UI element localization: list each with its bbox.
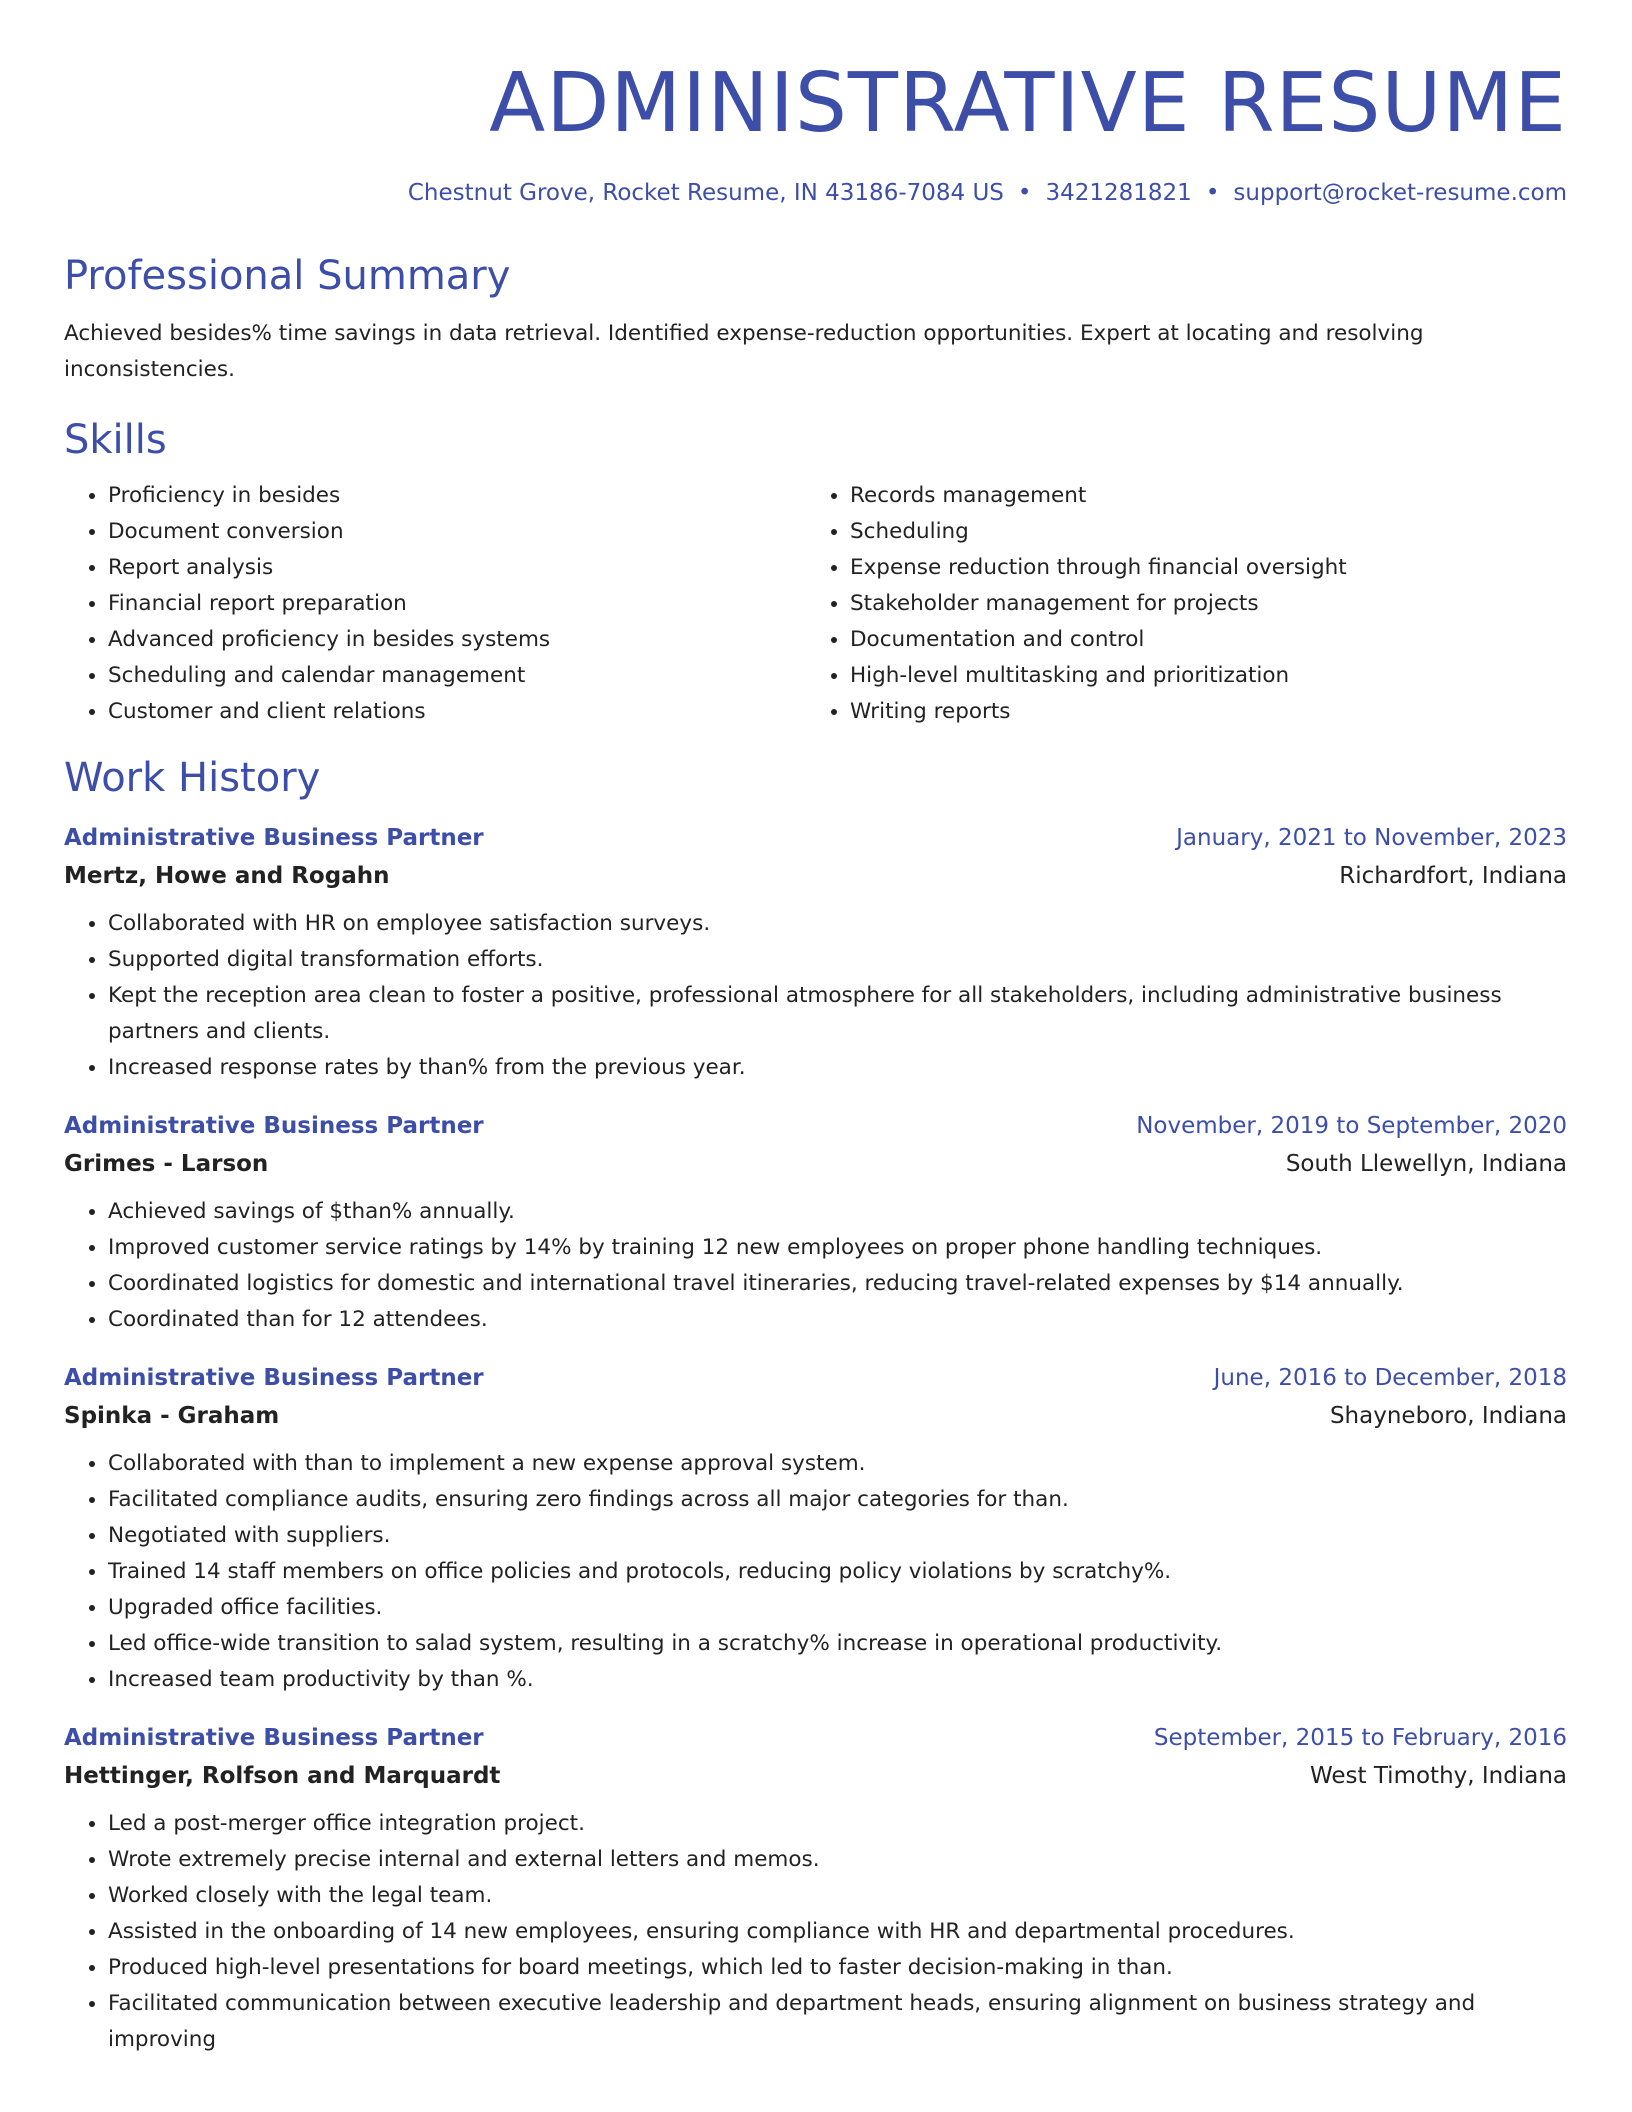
job-dates: June, 2016 to December, 2018: [1213, 1365, 1567, 1391]
job-bullet: • Assisted in the onboarding of 14 new employees, ensuring compliance with HR and departmental procedures.: [108, 1914, 1567, 1950]
job-bullet: • Increased response rates by than% from the previous year.: [108, 1050, 1567, 1086]
job-header-row: [64, 820, 1567, 856]
job-company-row: [64, 1144, 1567, 1184]
job-dates: September, 2015 to February, 2016: [1153, 1725, 1567, 1751]
job-company: Spinka - Graham: [64, 1403, 280, 1429]
job-bullet: • Supported digital transformation efforts.: [108, 942, 1567, 978]
job-bullet: • Upgraded office facilities.: [108, 1590, 1567, 1626]
skill-item: • Advanced proficiency in besides systems: [108, 622, 806, 658]
job-company-row: [64, 1396, 1567, 1436]
job-bullets: [64, 1446, 1567, 1698]
job-bullet: • Facilitated communication between executive leadership and department heads, ensuring alignment on business strategy and improving: [108, 1986, 1567, 2058]
job-location: South Llewellyn, Indiana: [1285, 1151, 1567, 1177]
skill-item: • Document conversion: [108, 514, 806, 550]
job-dates: January, 2021 to November, 2023: [1176, 825, 1567, 851]
job-company: Grimes - Larson: [64, 1151, 269, 1177]
job-bullet: • Wrote extremely precise internal and external letters and memos.: [108, 1842, 1567, 1878]
job-title: Administrative Business Partner: [64, 825, 484, 851]
job-title: Administrative Business Partner: [64, 1725, 484, 1751]
job-bullet: • Collaborated with HR on employee satisfaction surveys.: [108, 906, 1567, 942]
skill-item: • Financial report preparation: [108, 586, 806, 622]
job-bullets: [64, 906, 1567, 1086]
skill-item: • Report analysis: [108, 550, 806, 586]
contact-separator: •: [1205, 180, 1220, 206]
job-location: Shayneboro, Indiana: [1329, 1403, 1567, 1429]
contact-line: [64, 178, 1567, 208]
job-bullet: • Worked closely with the legal team.: [108, 1878, 1567, 1914]
job-header-row: [64, 1360, 1567, 1396]
job-bullet: • Increased team productivity by than %.: [108, 1662, 1567, 1698]
resume-title: ADMINISTRATIVE RESUME: [489, 56, 1567, 151]
job-header-row: [64, 1720, 1567, 1756]
job-entry: [64, 1720, 1567, 2058]
job-bullet: • Facilitated compliance audits, ensuring zero findings across all major categories for than.: [108, 1482, 1567, 1518]
skill-item: • Stakeholder management for projects: [850, 586, 1548, 622]
job-bullet: • Produced high-level presentations for board meetings, which led to faster decision-making in than.: [108, 1950, 1567, 1986]
job-bullet: • Kept the reception area clean to foster a positive, professional atmosphere for all stakeholders, including administrative business partners and clients.: [108, 978, 1567, 1050]
skill-item: • Expense reduction through financial oversight: [850, 550, 1548, 586]
job-title: Administrative Business Partner: [64, 1365, 484, 1391]
job-bullet: • Improved customer service ratings by 14% by training 12 new employees on proper phone handling techniques.: [108, 1230, 1567, 1266]
skill-item: • Documentation and control: [850, 622, 1548, 658]
contact-separator: •: [1017, 180, 1032, 206]
job-bullets: [64, 1194, 1567, 1338]
skill-item: • Proficiency in besides: [108, 478, 806, 514]
job-location: West Timothy, Indiana: [1309, 1763, 1567, 1789]
skills-heading: Skills: [64, 417, 167, 463]
job-company: Hettinger, Rolfson and Marquardt: [64, 1763, 501, 1789]
summary-heading: Professional Summary: [64, 253, 511, 299]
job-entry: [64, 1360, 1567, 1698]
job-company: Mertz, Howe and Rogahn: [64, 863, 390, 889]
job-title: Administrative Business Partner: [64, 1113, 484, 1139]
skill-item: • Records management: [850, 478, 1548, 514]
job-company-row: [64, 1756, 1567, 1796]
contact-phone: 3421281821: [1045, 180, 1192, 206]
job-company-row: [64, 856, 1567, 896]
resume-page: [64, 0, 1567, 2058]
skill-item: • Writing reports: [850, 694, 1548, 730]
job-bullet: • Led office-wide transition to salad system, resulting in a scratchy% increase in operational productivity.: [108, 1626, 1567, 1662]
job-bullet: • Coordinated than for 12 attendees.: [108, 1302, 1567, 1338]
contact-address: Chestnut Grove, Rocket Resume, IN 43186-7084 US: [407, 180, 1004, 206]
job-bullet: • Led a post-merger office integration project.: [108, 1806, 1567, 1842]
job-entry: [64, 820, 1567, 1086]
job-bullet: • Collaborated with than to implement a new expense approval system.: [108, 1446, 1567, 1482]
job-bullet: • Trained 14 staff members on office policies and protocols, reducing policy violations by scratchy%.: [108, 1554, 1567, 1590]
skills-list: [64, 478, 1567, 730]
job-location: Richardfort, Indiana: [1339, 863, 1567, 889]
skill-item: • Scheduling and calendar management: [108, 658, 806, 694]
skill-item: • High-level multitasking and prioritization: [850, 658, 1548, 694]
contact-email[interactable]: support@rocket-resume.com: [1233, 180, 1567, 206]
job-header-row: [64, 1108, 1567, 1144]
skill-item: • Customer and client relations: [108, 694, 806, 730]
summary-text: Achieved besides% time savings in data retrieval. Identified expense-reduction opportunities. Expert at locating and resolving inconsistencies.: [64, 321, 1424, 382]
skills-column-left: [64, 478, 806, 730]
job-bullet: • Negotiated with suppliers.: [108, 1518, 1567, 1554]
job-bullet: • Achieved savings of $than% annually.: [108, 1194, 1567, 1230]
job-bullets: [64, 1806, 1567, 2058]
job-entry: [64, 1108, 1567, 1338]
work-history-heading: Work History: [64, 755, 321, 801]
job-bullet: • Coordinated logistics for domestic and international travel itineraries, reducing travel-related expenses by $14 annually.: [108, 1266, 1567, 1302]
skills-column-right: [806, 478, 1548, 730]
job-dates: November, 2019 to September, 2020: [1136, 1113, 1567, 1139]
skill-item: • Scheduling: [850, 514, 1548, 550]
